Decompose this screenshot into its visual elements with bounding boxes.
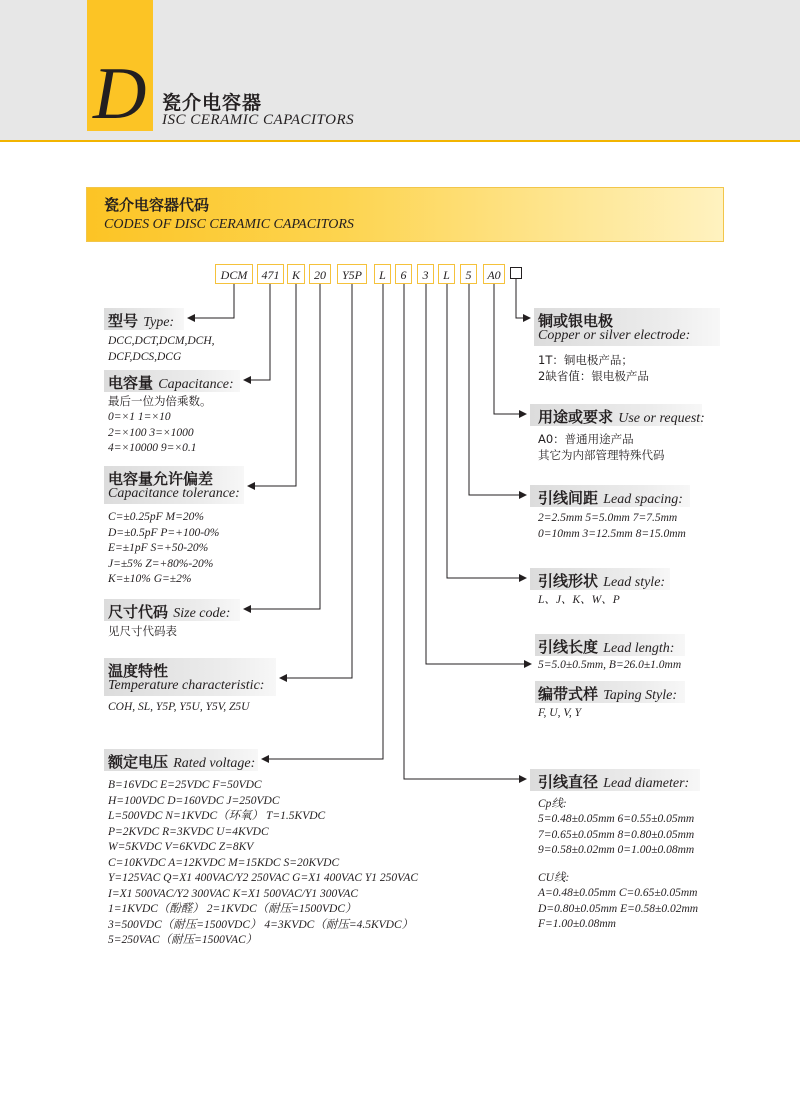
use-values: A0：普通用途产品 其它为内部管理特殊代码 bbox=[538, 432, 665, 462]
size-label: 尺寸代码 Size code: bbox=[108, 603, 231, 621]
type-values: DCC,DCT,DCM,DCH, DCF,DCS,DCG bbox=[108, 335, 215, 363]
code-size: 20 bbox=[309, 264, 331, 284]
code-diameter: 6 bbox=[395, 264, 412, 284]
diameter-cp-values: 5=0.48±0.05mm 6=0.55±0.05mm 7=0.65±0.05mm 8=0.80±0.05mm 9=0.58±0.02mm 0=1.00±0.08mm bbox=[538, 813, 695, 856]
diameter-cu-title: CU线: bbox=[538, 872, 570, 884]
style-values: L、J、K、W、P bbox=[538, 594, 620, 606]
code-temperature: Y5P bbox=[337, 264, 367, 284]
section-title-en: CODES OF DISC CERAMIC CAPACITORS bbox=[104, 217, 354, 232]
voltage-values: B=16VDC E=25VDC F=50VDC H=100VDC D=160VDC J=250VDC L=500VDC N=1KVDC（环氧） T=1.5KVDC P=2KVDC R=3KVDC U=4KVDC W=5KVDC V=6KVDC Z=8KV C=10KVDC A=12KVDC M=15KDC S=20KVDC Y=125VAC Q=X1 400VAC/Y2 250VAC G=X1 400VAC Y1 250VAC I=X1 500VAC/Y2 300VAC K=X1 500VAC/Y1 300VAC 1=1KVDC（酚醛） 2=1KVDC（耐压=1500VDC） 3=500VDC（耐压=1500VDC） 4=3KVDC（耐压=4.5KVDC） 5=250VAC（耐压=1500VAC） bbox=[108, 779, 419, 946]
capacitance-label: 电容量 Capacitance: bbox=[108, 374, 234, 392]
style-label: 引线形状 Lead style: bbox=[538, 572, 666, 590]
tolerance-values: C=±0.25pF M=20% D=±0.5pF P=+100-0% E=±1pF S=+50-20% J=±5% Z=+80%-20% K=±10% G=±2% bbox=[108, 511, 220, 585]
taping-values: F, U, V, Y bbox=[538, 707, 582, 719]
code-style: L bbox=[438, 264, 455, 284]
voltage-label: 额定电压 Rated voltage: bbox=[108, 753, 256, 771]
code-voltage: L bbox=[374, 264, 391, 284]
code-type: DCM bbox=[215, 264, 253, 284]
code-spacing: 5 bbox=[460, 264, 477, 284]
size-note: 见尺寸代码表 bbox=[108, 624, 177, 638]
length-values: 5=5.0±0.5mm, B=26.0±1.0mm bbox=[538, 659, 682, 671]
code-use: A0 bbox=[483, 264, 505, 284]
capacitance-note: 最后一位为倍乘数。 bbox=[108, 394, 212, 408]
code-length: 3 bbox=[417, 264, 434, 284]
taping-label: 编带式样 Taping Style: bbox=[538, 685, 678, 703]
electrode-label-cn: 铜或银电极 bbox=[538, 312, 614, 330]
electrode-label-en: Copper or silver electrode: bbox=[538, 328, 691, 343]
diameter-cu-values: A=0.48±0.05mm C=0.65±0.05mm D=0.80±0.05mm E=0.58±0.02mm F=1.00±0.08mm bbox=[538, 887, 699, 930]
diameter-cp-title: Cp线: bbox=[538, 798, 567, 810]
use-label: 用途或要求 Use or request: bbox=[538, 408, 705, 426]
tolerance-label-en: Capacitance tolerance: bbox=[108, 486, 240, 501]
diameter-label: 引线直径 Lead diameter: bbox=[538, 773, 690, 791]
length-label: 引线长度 Lead length: bbox=[538, 638, 675, 656]
chapter-letter: D bbox=[93, 53, 147, 135]
page-title-cn: 瓷介电容器 bbox=[162, 92, 263, 114]
electrode-values: 1T：铜电极产品； 2缺省值：银电极产品 bbox=[538, 353, 649, 383]
spacing-values: 2=2.5mm 5=5.0mm 7=7.5mm 0=10mm 3=12.5mm 8=15.0mm bbox=[538, 512, 686, 540]
code-capacitance: 471 bbox=[257, 264, 284, 284]
section-title-cn: 瓷介电容器代码 bbox=[104, 196, 210, 214]
temperature-label-cn: 温度特性 bbox=[108, 662, 169, 680]
capacitance-values: 0=×1 1=×10 2=×100 3=×1000 4=×10000 9=×0.1 bbox=[108, 411, 197, 454]
temperature-values: COH, SL, Y5P, Y5U, Y5V, Z5U bbox=[108, 701, 250, 713]
temperature-label-en: Temperature characteristic: bbox=[108, 678, 265, 693]
spacing-label: 引线间距 Lead spacing: bbox=[538, 489, 683, 507]
type-label: 型号 Type: bbox=[108, 312, 175, 330]
tolerance-label-cn: 电容量允许偏差 bbox=[108, 470, 214, 488]
code-tolerance: K bbox=[287, 264, 305, 284]
page-title-en: ISC CERAMIC CAPACITORS bbox=[162, 112, 355, 128]
